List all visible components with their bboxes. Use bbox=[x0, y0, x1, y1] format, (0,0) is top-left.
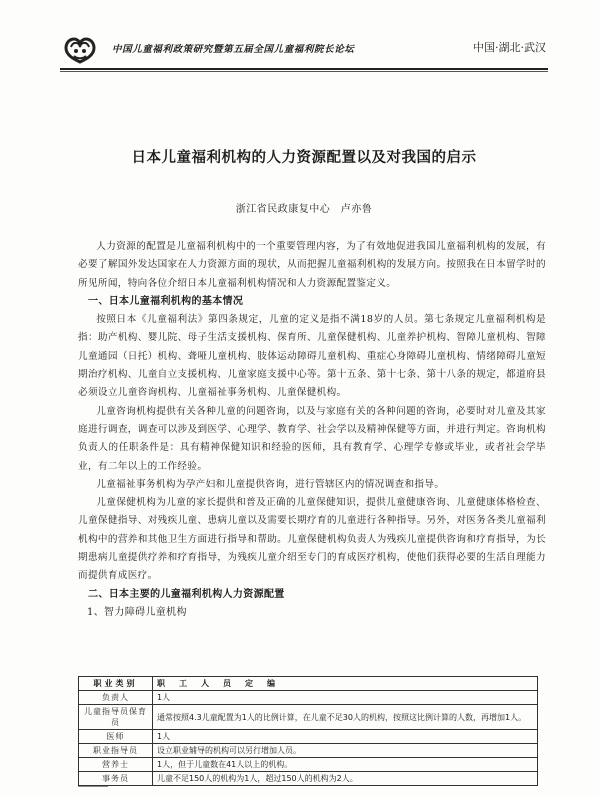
table-cell: 1人 bbox=[153, 730, 538, 744]
table-row bbox=[79, 705, 538, 730]
article-title: 日本儿童福利机构的人力资源配置以及对我国的启示 bbox=[131, 149, 477, 166]
table-header-cell: 职 工 人 员 定 编 bbox=[153, 677, 538, 691]
forum-logo-icon bbox=[60, 32, 100, 64]
header-rule bbox=[60, 68, 548, 70]
table-cell: 1人 bbox=[153, 691, 538, 705]
table-cell: 通常按照4.3儿童配置为1人的比例计算，在儿童不足30人的机构，按照这比例计算的人数，再增加1人。 bbox=[153, 705, 538, 730]
table-cell: 医师 bbox=[79, 730, 153, 744]
table-cell: 职业指导员 bbox=[79, 744, 153, 758]
page-header bbox=[60, 32, 548, 64]
table-cell: 营养士 bbox=[79, 758, 153, 772]
table-row bbox=[79, 772, 538, 786]
intro-paragraph: 人力资源的配置是儿童福利机构中的一个重要管理内容，为了有效地促进我国儿童福利机构的发展，有必要了解国外发达国家在人力资源方面的现状，从而把握儿童福利机构的发展方向。按照我在日本留学时的所见所闻，特向各位介绍日本儿童福利机构情况和人力资源配置鉴定义。 bbox=[78, 241, 546, 289]
section-heading-1: 一、日本儿童福利机构的基本情况 bbox=[88, 295, 244, 307]
staffing-table bbox=[78, 676, 538, 786]
table-cell: 负责人 bbox=[79, 691, 153, 705]
header-rule-thin bbox=[60, 71, 548, 72]
paragraph-welfare-office: 儿童福祉事务机构为孕产妇和儿童提供咨询，进行管辖区内的情况调查和指导。 bbox=[96, 478, 445, 490]
header-location: 中国·湖北·武汉 bbox=[473, 41, 546, 54]
paragraph-health: 儿童保健机构为儿童的家长提供和普及正确的儿童保健知识，提供儿童健康咨询、儿童健康体格检查、儿童保健指导、对残疾儿童、患病儿童以及需要长期疗育的儿童进行各种指导。另外，对医务各类儿童福利机构中的营养和其他卫生方面进行指导和帮助。儿童保健机构负责人为残疾儿童提供咨询和疗育指导，为长期患病儿童提供疗养和疗育指导，为残疾儿童介绍至专门的育成医疗机构，使他们获得必要的生活自理能力而提供育成医疗。 bbox=[78, 497, 546, 582]
paragraph-law: 按照日本《儿童福利法》第四条规定，儿童的定义是指不满18岁的人员。第七条规定儿童福利机构是指：助产机构、婴儿院、母子生活支援机构、保育所、儿童保健机构、儿童养护机构、智障儿童机构、智障儿童通园（日托）机构、聋哑儿童机构、肢体运动障碍儿童机构、重症心身障碍儿童机构、情绪障碍儿童短期治疗机构、儿童自立支援机构、儿童家庭支援中心等。第十五条、第十七条、第十八条的规定，都道府县必须设立儿童咨询机构、儿童福祉事务机构、儿童保健机构。 bbox=[78, 314, 546, 399]
table-row bbox=[79, 691, 538, 705]
table-cell: 设立职业辅导的机构可以另行增加人员。 bbox=[153, 744, 538, 758]
table-header-row bbox=[79, 677, 538, 691]
article-author: 浙江省民政康复中心 卢亦鲁 bbox=[235, 204, 373, 215]
subsection-heading-1: 1、智力障碍儿童机构 bbox=[87, 606, 187, 618]
table-row bbox=[79, 730, 538, 744]
table-cell: 儿童指导员保育员 bbox=[79, 705, 153, 730]
page-footer-rule bbox=[78, 786, 108, 787]
section-heading-2: 二、日本主要的儿童福利机构人力资源配置 bbox=[88, 588, 285, 600]
table-row bbox=[79, 758, 538, 772]
header-title: 中国儿童福利政策研究暨第五届全国儿童福利院长论坛 bbox=[112, 44, 355, 55]
table-cell: 事务员 bbox=[79, 772, 153, 786]
table-header-cell: 职业类别 bbox=[79, 677, 153, 691]
table-cell: 1人，但于儿童数在41人以上的机构。 bbox=[153, 758, 538, 772]
paragraph-consultation: 儿童咨询机构提供有关各种儿童的问题咨询，以及与家庭有关的各种问题的咨询，必要时对儿童及其家庭进行调查，调查可以涉及到医学、心理学、教育学、社会学以及精神保健等方面，并进行判定。咨询机构负责人的任职条件是：具有精神保健知识和经验的医师，具有教育学、心理学专修或毕业，或者社会学毕业，有二年以上的工作经验。 bbox=[78, 405, 546, 472]
article-body bbox=[78, 238, 546, 622]
table-cell: 儿童不足150人的机构为1人，超过150人的机构为2人。 bbox=[153, 772, 538, 786]
table-row bbox=[79, 744, 538, 758]
